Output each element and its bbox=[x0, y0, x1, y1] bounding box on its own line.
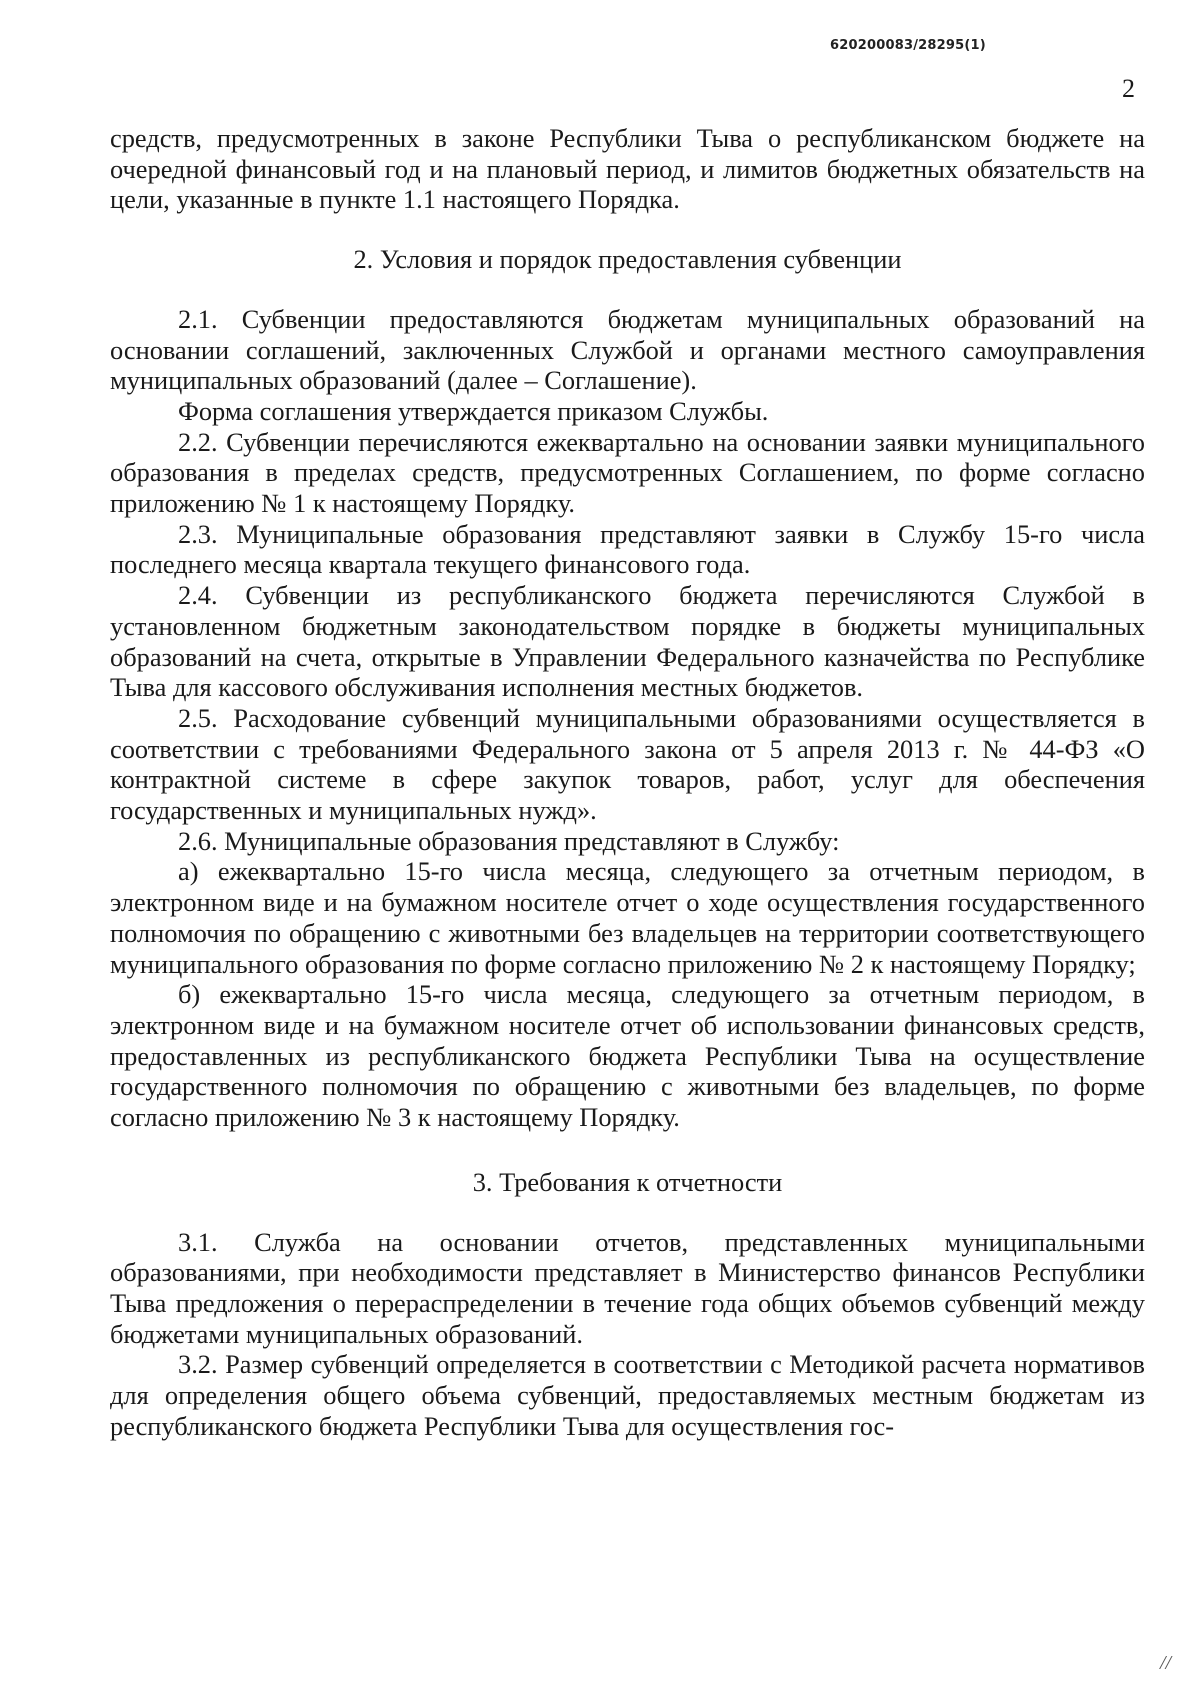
paragraph-3-2: 3.2. Размер субвенций определяется в соответствии с Методикой расчета нормативов для определения общего объема субвенций, предоставляемых местным бюджетам из республиканского бюджета Республики Тыва для осуществления гос- bbox=[110, 1349, 1145, 1441]
paragraph-2-6-b: б) ежеквартально 15-го числа месяца, следующего за отчетным периодом, в электронном виде и на бумажном носителе отчет об использовании финансовых средств, предоставленных из республиканского бюджета Республики Тыва на осуществление государственного полномочия по обращению с животными без владельцев, по форме согласно приложению № 3 к настоящему Порядку. bbox=[110, 979, 1145, 1133]
paragraph-2-6: 2.6. Муниципальные образования представляют в Службу: bbox=[178, 825, 840, 856]
paragraph-continuation: средств, предусмотренных в законе Республики Тыва о республиканском бюджете на очередной финансовый год и на плановый период, и лимитов бюджетных обязательств на цели, указанные в пункте 1.1 настоящего Порядка. bbox=[110, 123, 1145, 215]
handwritten-mark: // bbox=[1160, 1652, 1172, 1674]
paragraph-2-1-form: Форма соглашения утверждается приказом Службы. bbox=[178, 395, 769, 426]
section-heading-3: 3. Требования к отчетности bbox=[472, 1166, 783, 1197]
paragraph-2-6-a: а) ежеквартально 15-го числа месяца, следующего за отчетным периодом, в электронном виде и на бумажном носителе отчет о ходе осуществления государственного полномочия по обращению с животными без владельцев на территории соответствующего муниципального образования по форме согласно приложению № 2 к настоящему Порядку; bbox=[110, 856, 1145, 979]
document-id: 620200083/28295(1) bbox=[830, 38, 986, 53]
paragraph-2-2: 2.2. Субвенции перечисляются ежеквартально на основании заявки муниципального образования в пределах средств, предусмотренных Соглашением, по форме согласно приложению № 1 к настоящему Порядку. bbox=[110, 426, 1145, 519]
paragraph-2-3: 2.3. Муниципальные образования представляют заявки в Службу 15-го числа последнего месяца квартала текущего финансового года. bbox=[110, 518, 1145, 580]
paragraph-2-4: 2.4. Субвенции из республиканского бюджета перечисляются Службой в установленном бюджетным законодательством порядке в бюджеты муниципальных образований на счета, открытые в Управлении Федерального казначейства по Республике Тыва для кассового обслуживания исполнения местных бюджетов. bbox=[110, 580, 1145, 703]
paragraph-3-1: 3.1. Служба на основании отчетов, представленных муниципальными образованиями, при необходимости представляет в Министерство финансов Республики Тыва предложения о перераспределении в течение года общих объемов субвенций между бюджетами муниципальных образований. bbox=[110, 1226, 1145, 1349]
page-number: 2 bbox=[1122, 74, 1135, 103]
document-body bbox=[110, 123, 1145, 1441]
paragraph-2-5: 2.5. Расходование субвенций муниципальными образованиями осуществляется в соответствии с требованиями Федерального закона от 5 апреля 2013 г. № 44-ФЗ «О контрактной системе в сфере закупок товаров, работ, услуг для обеспечения государственных и муниципальных нужд». bbox=[110, 702, 1145, 826]
section-heading-2: 2. Условия и порядок предоставления субвенции bbox=[353, 244, 902, 275]
paragraph-2-1: 2.1. Субвенции предоставляются бюджетам муниципальных образований на основании соглашений, заключенных Службой и органами местного самоуправления муниципальных образований (далее – Соглашение). bbox=[110, 303, 1145, 396]
